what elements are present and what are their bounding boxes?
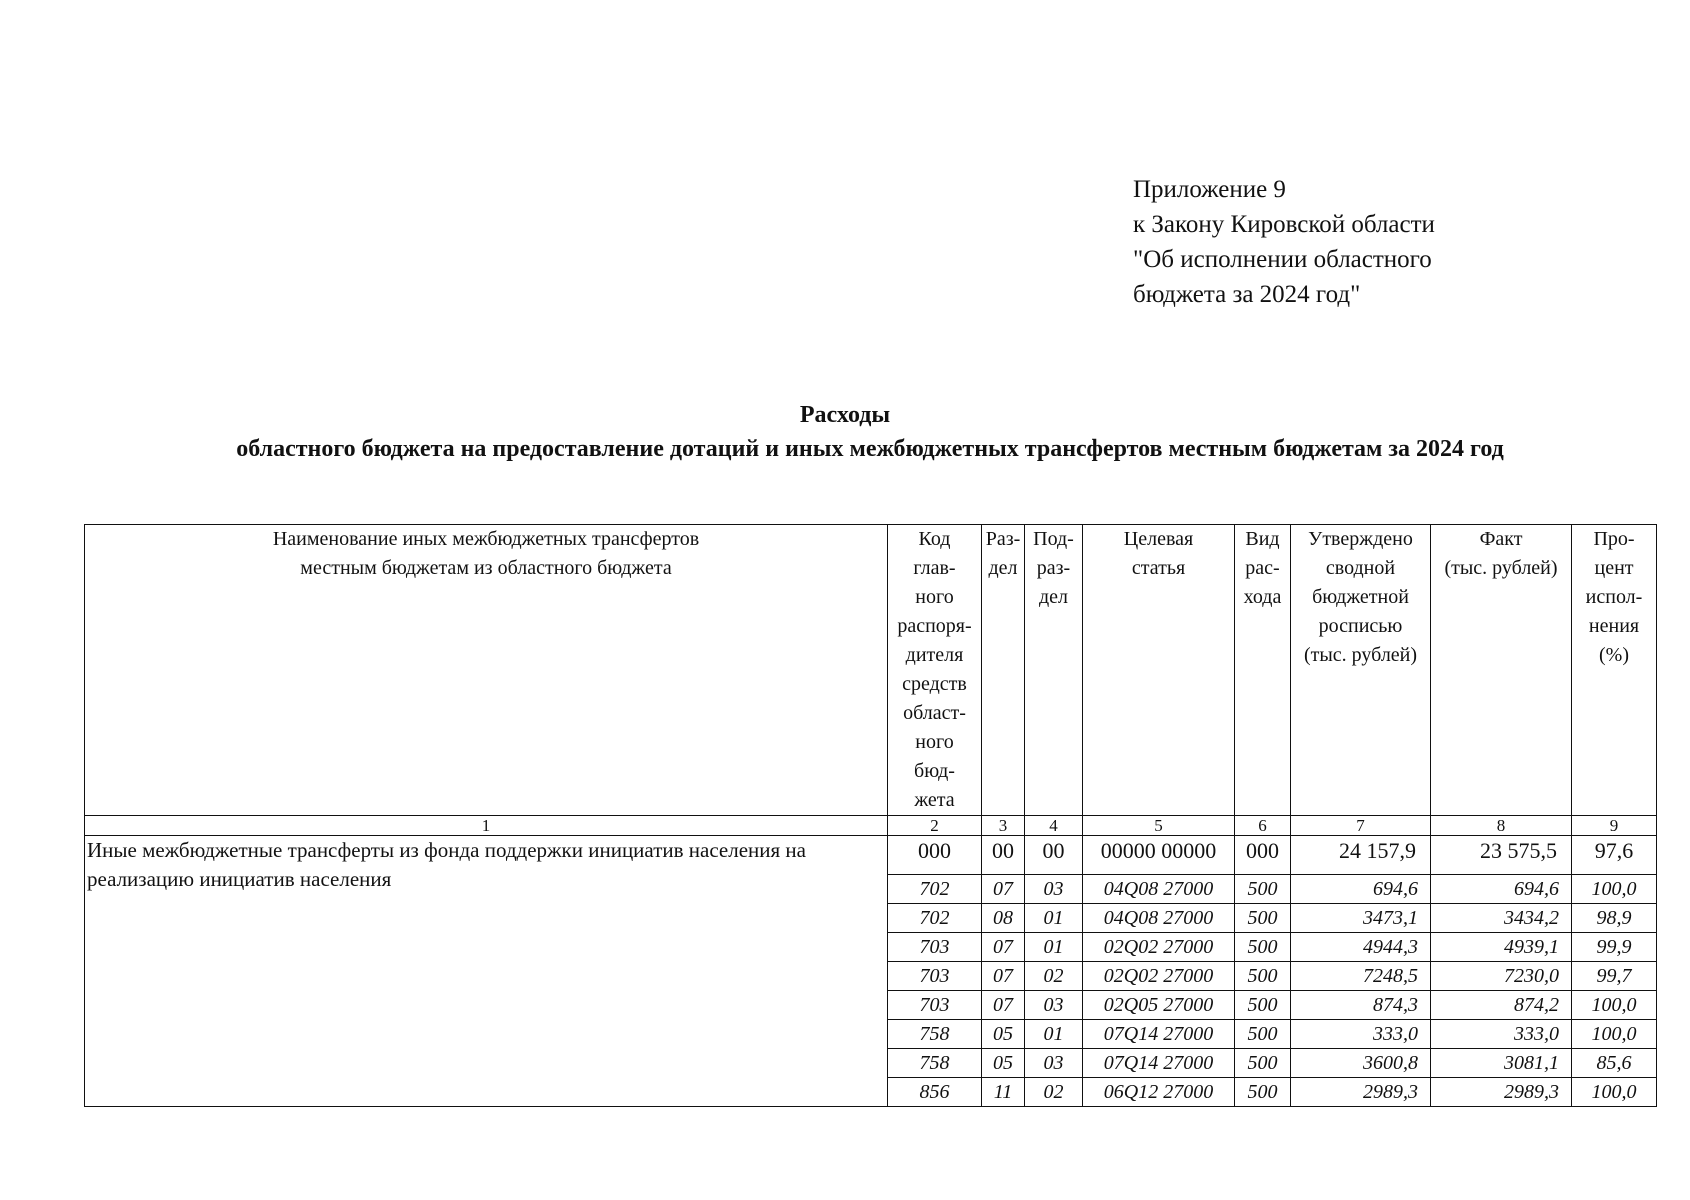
header-line: распоря- bbox=[897, 615, 972, 637]
header-code bbox=[888, 525, 982, 816]
row-section: 05 bbox=[982, 1020, 1025, 1049]
row-percent: 85,6 bbox=[1572, 1049, 1657, 1078]
row-kind: 500 bbox=[1235, 1049, 1291, 1078]
expenses-table bbox=[84, 524, 1657, 1107]
header-line: испол- bbox=[1585, 586, 1643, 608]
header-approved bbox=[1291, 525, 1431, 816]
header-line: (%) bbox=[1599, 644, 1629, 666]
row-kind: 500 bbox=[1235, 991, 1291, 1020]
row-percent: 99,9 bbox=[1572, 933, 1657, 962]
row-kind: 500 bbox=[1235, 933, 1291, 962]
appendix-line: Приложение 9 bbox=[1133, 176, 1286, 203]
row-approved: 2989,3 bbox=[1291, 1078, 1431, 1107]
total-row bbox=[85, 836, 1657, 875]
row-percent: 99,7 bbox=[1572, 962, 1657, 991]
row-fact: 3434,2 bbox=[1431, 904, 1572, 933]
row-kind: 500 bbox=[1235, 962, 1291, 991]
row-target: 02Q02 27000 bbox=[1083, 933, 1235, 962]
header-name-line: местным бюджетам из областного бюджета bbox=[300, 557, 672, 579]
header-line: хода bbox=[1243, 586, 1282, 608]
header-line: средств bbox=[902, 673, 967, 695]
row-subsection: 01 bbox=[1025, 1020, 1083, 1049]
row-percent: 100,0 bbox=[1572, 1078, 1657, 1107]
column-number: 4 bbox=[1025, 816, 1083, 836]
row-code: 703 bbox=[888, 933, 982, 962]
row-subsection: 03 bbox=[1025, 1049, 1083, 1078]
header-row bbox=[85, 525, 1657, 816]
row-target: 06Q12 27000 bbox=[1083, 1078, 1235, 1107]
total-fact: 23 575,5 bbox=[1431, 836, 1572, 875]
row-approved: 3600,8 bbox=[1291, 1049, 1431, 1078]
total-code: 000 bbox=[888, 836, 982, 875]
row-target: 04Q08 27000 bbox=[1083, 875, 1235, 904]
row-percent: 100,0 bbox=[1572, 875, 1657, 904]
row-subsection: 02 bbox=[1025, 1078, 1083, 1107]
document-subtitle: областного бюджета на предоставление дотаций и иных межбюджетных трансфертов местным бюджетам за 2024 год bbox=[236, 436, 1504, 462]
row-target: 07Q14 27000 bbox=[1083, 1020, 1235, 1049]
total-percent: 97,6 bbox=[1572, 836, 1657, 875]
header-line: цент bbox=[1594, 557, 1634, 579]
row-fact: 2989,3 bbox=[1431, 1078, 1572, 1107]
header-line: дел bbox=[1038, 586, 1069, 608]
header-line: росписью bbox=[1318, 615, 1403, 637]
header-line: ного bbox=[915, 731, 954, 753]
header-line: Утверждено bbox=[1308, 528, 1413, 550]
header-line: статья bbox=[1131, 557, 1186, 579]
column-number: 5 bbox=[1083, 816, 1235, 836]
header-line: нения bbox=[1588, 615, 1640, 637]
header-line: Про- bbox=[1593, 528, 1635, 550]
row-kind: 500 bbox=[1235, 904, 1291, 933]
row-approved: 4944,3 bbox=[1291, 933, 1431, 962]
row-kind: 500 bbox=[1235, 1020, 1291, 1049]
row-percent: 100,0 bbox=[1572, 991, 1657, 1020]
document-title: Расходы bbox=[799, 402, 891, 428]
column-number: 2 bbox=[888, 816, 982, 836]
row-subsection: 02 bbox=[1025, 962, 1083, 991]
row-fact: 7230,0 bbox=[1431, 962, 1572, 991]
row-target: 04Q08 27000 bbox=[1083, 904, 1235, 933]
row-section: 07 bbox=[982, 962, 1025, 991]
column-number-row bbox=[85, 816, 1657, 836]
row-code: 758 bbox=[888, 1020, 982, 1049]
total-approved: 24 157,9 bbox=[1291, 836, 1431, 875]
row-subsection: 01 bbox=[1025, 904, 1083, 933]
row-kind: 500 bbox=[1235, 875, 1291, 904]
row-kind: 500 bbox=[1235, 1078, 1291, 1107]
row-section: 05 bbox=[982, 1049, 1025, 1078]
total-section: 00 bbox=[982, 836, 1025, 875]
row-section: 07 bbox=[982, 875, 1025, 904]
appendix-line: к Закону Кировской области bbox=[1133, 211, 1435, 238]
row-approved: 874,3 bbox=[1291, 991, 1431, 1020]
row-fact: 694,6 bbox=[1431, 875, 1572, 904]
row-approved: 3473,1 bbox=[1291, 904, 1431, 933]
header-line: дел bbox=[988, 557, 1018, 579]
header-line: Вид bbox=[1245, 528, 1280, 550]
header-line: (тыс. рублей) bbox=[1303, 644, 1418, 666]
row-target: 02Q02 27000 bbox=[1083, 962, 1235, 991]
row-approved: 7248,5 bbox=[1291, 962, 1431, 991]
column-number: 9 bbox=[1572, 816, 1657, 836]
header-line: дителя bbox=[905, 644, 964, 666]
row-fact: 874,2 bbox=[1431, 991, 1572, 1020]
row-fact: 4939,1 bbox=[1431, 933, 1572, 962]
header-line: Целевая bbox=[1123, 528, 1194, 550]
header-section bbox=[982, 525, 1025, 816]
header-target bbox=[1083, 525, 1235, 816]
column-number: 8 bbox=[1431, 816, 1572, 836]
row-approved: 333,0 bbox=[1291, 1020, 1431, 1049]
header-line: (тыс. рублей) bbox=[1444, 557, 1558, 579]
row-code: 758 bbox=[888, 1049, 982, 1078]
header-percent bbox=[1572, 525, 1657, 816]
transfer-name: Иные межбюджетные трансферты из фонда поддержки инициатив населения на реализацию инициатив населения bbox=[85, 836, 888, 1107]
row-target: 02Q05 27000 bbox=[1083, 991, 1235, 1020]
header-line: Под- bbox=[1033, 528, 1074, 550]
row-section: 11 bbox=[982, 1078, 1025, 1107]
row-code: 702 bbox=[888, 904, 982, 933]
column-number: 1 bbox=[85, 816, 888, 836]
column-number: 7 bbox=[1291, 816, 1431, 836]
row-section: 07 bbox=[982, 991, 1025, 1020]
header-line: рас- bbox=[1245, 557, 1280, 579]
header-line: глав- bbox=[913, 557, 956, 579]
header-line: раз- bbox=[1036, 557, 1071, 579]
header-line: бюджетной bbox=[1312, 586, 1409, 608]
header-fact bbox=[1431, 525, 1572, 816]
header-line: ного bbox=[915, 586, 954, 608]
header-line: област- bbox=[903, 702, 966, 724]
row-percent: 100,0 bbox=[1572, 1020, 1657, 1049]
header-name bbox=[85, 525, 888, 816]
appendix-block bbox=[1133, 172, 1435, 312]
row-section: 08 bbox=[982, 904, 1025, 933]
row-code: 856 bbox=[888, 1078, 982, 1107]
total-subsection: 00 bbox=[1025, 836, 1083, 875]
row-percent: 98,9 bbox=[1572, 904, 1657, 933]
header-line: Раз- bbox=[985, 528, 1021, 550]
row-code: 702 bbox=[888, 875, 982, 904]
header-name-line: Наименование иных межбюджетных трансфертов bbox=[272, 528, 700, 550]
total-kind: 000 bbox=[1235, 836, 1291, 875]
header-line: Факт bbox=[1479, 528, 1523, 550]
column-number: 6 bbox=[1235, 816, 1291, 836]
header-line: сводной bbox=[1325, 557, 1396, 579]
appendix-line: "Об исполнении областного bbox=[1133, 246, 1432, 273]
row-subsection: 03 bbox=[1025, 991, 1083, 1020]
row-fact: 333,0 bbox=[1431, 1020, 1572, 1049]
header-kind bbox=[1235, 525, 1291, 816]
row-code: 703 bbox=[888, 962, 982, 991]
column-number: 3 bbox=[982, 816, 1025, 836]
row-subsection: 01 bbox=[1025, 933, 1083, 962]
appendix-line: бюджета за 2024 год" bbox=[1133, 281, 1361, 308]
header-line: Код bbox=[918, 528, 951, 550]
row-fact: 3081,1 bbox=[1431, 1049, 1572, 1078]
row-code: 703 bbox=[888, 991, 982, 1020]
header-line: жета bbox=[914, 789, 955, 811]
row-approved: 694,6 bbox=[1291, 875, 1431, 904]
header-subsection bbox=[1025, 525, 1083, 816]
row-target: 07Q14 27000 bbox=[1083, 1049, 1235, 1078]
row-section: 07 bbox=[982, 933, 1025, 962]
total-target: 00000 00000 bbox=[1083, 836, 1235, 875]
header-line: бюд- bbox=[914, 760, 955, 782]
row-subsection: 03 bbox=[1025, 875, 1083, 904]
